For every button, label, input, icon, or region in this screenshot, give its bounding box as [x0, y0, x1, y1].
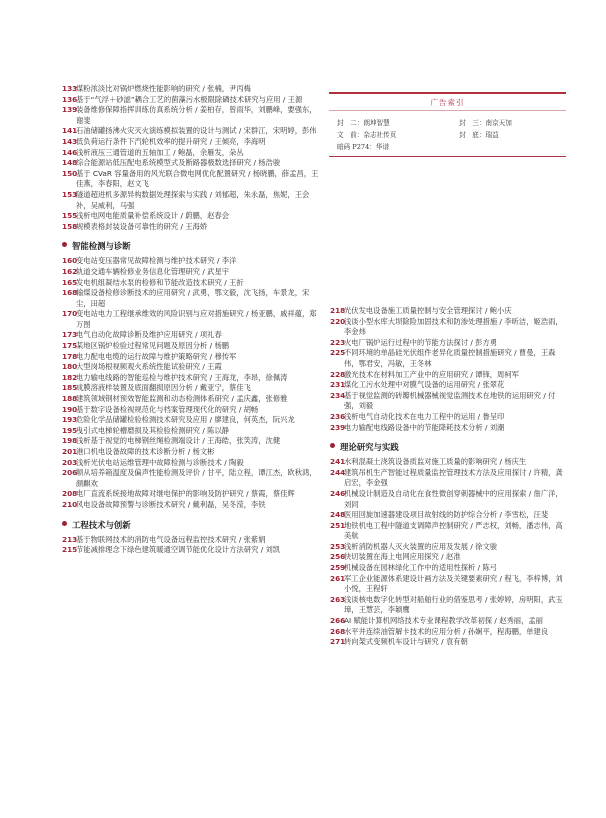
toc-entry[interactable] [330, 423, 566, 434]
page-number: 155 [62, 211, 78, 221]
article-title: 火电厂锅炉运行过程中的节能方法探讨 / 彭方勇 [344, 337, 498, 347]
page-number: 266 [330, 616, 346, 626]
article-title: 水平井连续油管解卡技术的应用分析 / 孙娴平，程海鹏，单建良 [344, 626, 549, 636]
page-number: 180 [62, 362, 78, 372]
page-number: 263 [330, 594, 346, 604]
page-number: 241 [330, 457, 346, 467]
page-number: 143 [62, 136, 78, 146]
article-title: 变电站变压器常见故障检测与维护技术研究 / 李洋 [76, 256, 237, 266]
section-title: 智能检测与诊断 [72, 241, 131, 252]
article-title: 危险化学品储罐检验检测技术研究及应用 / 廖建良，何英杰，阮兴龙 [76, 415, 295, 425]
page-number: 170 [62, 309, 78, 319]
article-title: 煤化工污水处理中对膜气设备的运用研究 / 张翠花 [344, 380, 505, 390]
toc-entry[interactable] [62, 489, 320, 500]
toc-entry[interactable] [62, 105, 320, 126]
page-number: 213 [62, 534, 78, 544]
article-title: 电厂直流系统接地故障对继电保护的影响及防护研究 / 蔡霞，蔡佳辉 [76, 489, 295, 499]
toc-entry[interactable] [62, 341, 320, 352]
toc-entry[interactable] [62, 137, 320, 148]
article-title: 节能减排理念下绿色建筑暖通空调节能优化设计方法研究 / 刘凯 [76, 545, 281, 555]
toc-entry[interactable] [62, 222, 320, 233]
toc-entry[interactable] [62, 415, 320, 426]
page-number: 236 [330, 411, 346, 421]
ad-row-3 [337, 141, 389, 151]
page-number: 146 [62, 147, 78, 157]
page-number: 220 [330, 316, 346, 326]
toc-entry[interactable] [330, 510, 566, 521]
toc-entry[interactable] [330, 521, 566, 542]
toc-entry[interactable] [62, 352, 320, 363]
article-title: 低负荷运行条件下汽轮机效率的提升研究 / 王倾亮，李海明 [76, 136, 266, 146]
ad-hidden-code: 暗码 P274：华谱 [337, 143, 390, 151]
article-title: 浅析基于视觉的电梯钢丝绳检测端设计 / 王海皓，张笑涛，沈健 [76, 436, 281, 446]
toc-entry[interactable] [330, 627, 566, 638]
page-number: 139 [62, 105, 78, 115]
section-title: 工程技术与创新 [72, 519, 131, 530]
article-title: 快切装置在海上电网应用探究 / 赵准 [344, 552, 461, 562]
page-number: 150 [62, 168, 78, 178]
toc-entry[interactable] [62, 278, 320, 289]
page-number: 239 [330, 422, 346, 432]
article-title: 隧道超进机多源异构数据处理探索与实践 / 刘郁超，朱永磊，焦妮，王会补，吴威利，马强 [76, 189, 310, 210]
page-number: 210 [62, 499, 78, 509]
page-number: 225 [330, 348, 346, 358]
toc-entry[interactable] [62, 458, 320, 469]
article-title: 规模表格封装设备可靠性的研究 / 王海娇 [76, 221, 208, 231]
toc-entry[interactable] [330, 370, 566, 381]
page-number: 198 [62, 436, 78, 446]
page-number: 182 [62, 372, 78, 382]
article-title: 浅析电网电能质量补偿系统设计 / 蔚鹏，赵春会 [76, 211, 230, 221]
toc-entry[interactable] [330, 637, 566, 648]
article-title: 石油储罐扬沸火灾灭火演练模拟装置的设计与测试 / 宋群江，宋明婷，彭伟 [76, 126, 317, 136]
article-title: 发电机组凝结水泵的检修和节能改造技术研究 / 王折 [76, 277, 244, 287]
toc-entry[interactable] [330, 574, 566, 595]
ad-index-box [329, 92, 566, 157]
page-number: 162 [62, 266, 78, 276]
page-number: 208 [62, 489, 78, 499]
toc-entry[interactable] [62, 405, 320, 416]
article-title: 不同环境的单晶硅光伏组件老异化质量控制措施研究 / 曹曼，王森伟，鄂君安，冯敏，王冬林 [344, 348, 556, 368]
article-title: 建筑吊机生产智能过程质量监控管理技术方法及应用探讨 / 许精，龚启宏，李金强 [344, 467, 563, 488]
toc-entry[interactable] [62, 148, 320, 159]
ad-row-2 [337, 129, 499, 139]
page-number: 133 [62, 84, 78, 93]
article-title: 地铁机电工程中隧道支调障声控制研究 / 严志权，刘畅，潘志伟，高美航 [344, 520, 563, 541]
page-number: 168 [62, 288, 78, 298]
toc-entry[interactable] [330, 595, 566, 616]
toc-entry[interactable] [330, 616, 566, 627]
section-heading [330, 441, 566, 453]
toc-entry[interactable] [62, 126, 320, 137]
article-title: 医用回旋加速器建设项目故射线的防护综合分析 / 李雪松，汪斐 [344, 510, 549, 520]
article-title: 变电站电力工程继承维效的风险识别与应对措施研究 / 杨亚鹏，戚祥蕴，郑万图 [76, 309, 317, 329]
toc-left-column [62, 84, 320, 556]
page-number: 256 [330, 552, 346, 562]
page-number: 231 [330, 380, 346, 390]
page-number: 178 [62, 351, 78, 361]
toc-entry[interactable] [62, 436, 320, 447]
page-number: 141 [62, 126, 78, 136]
toc-entry[interactable] [330, 468, 566, 489]
toc-entry[interactable] [62, 426, 320, 437]
page-number: 193 [62, 415, 78, 425]
page-number: 253 [330, 541, 346, 551]
toc-entry[interactable] [62, 447, 320, 458]
section-heading [62, 240, 320, 252]
article-title: 转向架式变频机车设计与研究 / 袁有朝 [344, 637, 468, 647]
section-bullet-icon [62, 521, 67, 526]
article-title: 基于视觉监测的砖瓣机械器械视觉监测技术在地铁的运用研究 / 付强，刘毅 [344, 390, 556, 411]
toc-entry[interactable] [330, 306, 566, 317]
toc-entry[interactable] [330, 338, 566, 349]
article-title: 输煤设备检修诊断技术的应用研究 / 武勇，鄂文毅，沈飞扬，车景龙，宋尘，田超 [76, 288, 310, 308]
page-number: 218 [330, 306, 346, 315]
article-title: 曳引式电梯轮槽磨损及其检验检测研究 / 陈以静 [76, 425, 230, 435]
toc-entry[interactable] [330, 380, 566, 391]
page-number: 251 [330, 520, 346, 530]
page-number: 268 [330, 626, 346, 636]
page-number: 259 [330, 563, 346, 573]
page-number: 190 [62, 404, 78, 414]
ad-row-1 [337, 117, 512, 127]
page-number: 153 [62, 189, 78, 199]
page-number: 188 [62, 394, 78, 404]
ad-back: 封 底：瑞益 [459, 131, 499, 139]
page-number: 148 [62, 158, 78, 168]
article-title: 基于数字设备检视规范化与档案管理现代化的研究 / 胡畅 [76, 404, 259, 414]
toc-entry[interactable] [62, 535, 320, 546]
article-title: 浅谈小型水库大坝除险加固技术和防渗处理措施 / 李昕洁，姬浩雨，李金炜 [344, 316, 563, 337]
toc-entry[interactable] [62, 95, 320, 106]
article-title: 机械设备在园林绿化工作中的适用性探析 / 陈弓 [344, 563, 498, 573]
article-title: 电力输电线路的智能巡检与维护技术研究 / 王海龙，李昂，徐佩涛 [76, 372, 288, 382]
article-title: 浅析光伏电站运维管理中故障检测与诊断技术 / 陶毅 [76, 457, 244, 467]
page-number: 215 [62, 545, 78, 555]
toc-entry[interactable] [62, 309, 320, 330]
article-title: 港口机电设备故障的技术诊断分析 / 杨文彬 [76, 447, 215, 456]
article-title: 激光技术在材料加工产业中的应用研究 / 谭锋，周柯军 [344, 369, 519, 379]
section-bullet-icon [330, 443, 335, 448]
article-title: 装备维修保障指挥训练仿真系统分析 / 姜柏存，曾雨华，刘鹏峰，要强东，谢斐 [76, 105, 317, 125]
ad-index-title: 广告索引 [430, 98, 465, 107]
toc-entry[interactable] [330, 563, 566, 574]
page-number: 173 [62, 330, 78, 340]
toc-entry[interactable] [62, 330, 320, 341]
article-title: 成膜溶液样装置及底面翻损原因分析 / 戴亚宁，蔡佳飞 [76, 383, 251, 393]
page-number: 158 [62, 221, 78, 231]
page-number: 228 [330, 369, 346, 379]
toc-entry[interactable] [330, 489, 566, 510]
page-number: 248 [330, 510, 346, 520]
page-number: 244 [330, 467, 346, 477]
article-title: 浅析消防机器人灭火装置的应用及发展 / 徐文骏 [344, 541, 498, 551]
toc-entry[interactable] [62, 394, 320, 405]
toc-entry[interactable] [62, 267, 320, 278]
article-title: 大型岗场根视频观火系统性能试验研究 / 王霞 [76, 362, 222, 372]
toc-entry[interactable] [62, 500, 320, 511]
toc-entry[interactable] [62, 362, 320, 373]
article-title: 顺从培养箱温度及偏声性能检测及评价 / 甘平，陆立程，谭江杰，欧秋鸿，颜麒欢 [76, 468, 317, 488]
toc-entry[interactable] [62, 211, 320, 222]
article-title: 风电设备故障预警与诊断技术研究 / 戴利磊，吴冬滢，李铁 [76, 499, 266, 509]
article-title: 煤粉浓淡比对锅炉燃烧性能影响的研究 / 张楠，尹丙梅 [76, 84, 251, 93]
article-title: 电力配电电缆的运行故障与维护策略研究 / 穆传军 [76, 351, 237, 361]
toc-entry[interactable] [62, 169, 320, 190]
article-title: 光伏发电设备施工质量控制与安全管理探讨 / 鲍小庆 [344, 306, 512, 315]
article-title: 电力输配电线路设备中的节能降耗技术分析 / 刘潮 [344, 422, 505, 432]
toc-entry[interactable] [330, 542, 566, 553]
article-title: 基于 CVaR 容量备用的风光联合微电网优化配置研究 / 杨晓鹏，薛孟昌，王佳燕，李春阳，赵文飞 [76, 168, 319, 189]
page-number: 175 [62, 341, 78, 351]
article-title: 轨道交通车辆检修业务信息化管理研究 / 武星宇 [76, 266, 230, 276]
article-title: 水利混凝土浇筑设备质监对施工质量的影响研究 / 杨庆生 [344, 457, 527, 467]
page-number: 165 [62, 277, 78, 287]
section-heading [62, 519, 320, 531]
ad-front: 文 前：杂志社传页 [337, 131, 397, 139]
ad-cover3: 封 三：南京天加 [459, 119, 512, 127]
toc-entry[interactable] [330, 552, 566, 563]
article-title: 电气自动化故障诊断及维护应用研究 / 项礼春 [76, 330, 222, 340]
toc-entry[interactable] [62, 158, 320, 169]
page-number: 160 [62, 256, 78, 266]
article-title: 机械设计制造及自动化在食性微创穿刺器械中的应用探索 / 詹广洋，刘同 [344, 488, 563, 509]
section-bullet-icon [62, 242, 67, 247]
page-number: 246 [330, 488, 346, 498]
article-title: 综合能源站低压配电系统模型式及断路器极数选择研究 / 杨浩骏 [76, 158, 281, 168]
article-title: 浅析电气自动化技术在电力工程中的运用 / 鲁呈印 [344, 411, 505, 421]
article-title: AI 赋能计算机网络技术专业课程教学改革初探 / 赵秀丽，孟丽 [344, 616, 543, 626]
toc-right-column [330, 306, 566, 648]
ad-divider [329, 110, 566, 111]
toc-entry[interactable] [62, 545, 320, 556]
page-number: 261 [330, 573, 346, 583]
ad-cover2: 封 二：朗坤智慧 [337, 119, 390, 127]
page-number: 201 [62, 447, 78, 456]
toc-entry[interactable] [62, 468, 320, 489]
toc-entry[interactable] [62, 84, 320, 95]
toc-entry[interactable] [330, 348, 566, 369]
page-number: 234 [330, 390, 346, 400]
article-title: 浅谈核电数字化转型对船舶行业的借鉴思考 / 张婷婷，房明阳，武玉璋，王慧芸，李颖鹰 [344, 594, 563, 615]
article-title: 军工企业能源体系建设计画方法及关键要素研究 / 程飞，李梓博，刘小悦，王程轩 [344, 573, 563, 594]
article-title: 某地区锅炉检验过程常见问题及原因分析 / 杨鹏 [76, 341, 230, 351]
article-title: 基于物联网技术的消防电气设备远程监控技术研究 / 张紫娟 [76, 534, 266, 544]
page-number: 271 [330, 637, 346, 647]
toc-entry[interactable] [330, 391, 566, 412]
toc-entry[interactable] [330, 457, 566, 468]
page-number: 185 [62, 383, 78, 393]
toc-entry[interactable] [62, 288, 320, 309]
toc-entry[interactable] [62, 256, 320, 267]
page-number: 203 [62, 457, 78, 467]
page-number: 206 [62, 468, 78, 478]
page-number: 195 [62, 425, 78, 435]
article-title: 建筑领域钢材预效智能监测和动态检测体系研究 / 孟庆鑫，张修雅 [76, 394, 288, 404]
article-title: 浅析液压三通管道的五轴加工 / 鲍磊，余雁发，朵丛 [76, 147, 244, 157]
toc-entry[interactable] [62, 190, 320, 211]
page-number: 223 [330, 337, 346, 347]
toc-entry[interactable] [330, 412, 566, 423]
toc-entry[interactable] [62, 373, 320, 384]
page-number: 136 [62, 94, 78, 104]
article-title: 基于“气浮＋砂滤”耦合工艺的菌藻污水极限除磷技术研究与应用 / 王源 [76, 94, 303, 104]
section-title: 理论研究与实践 [340, 442, 399, 453]
toc-entry[interactable] [330, 317, 566, 338]
toc-entry[interactable] [62, 383, 320, 394]
